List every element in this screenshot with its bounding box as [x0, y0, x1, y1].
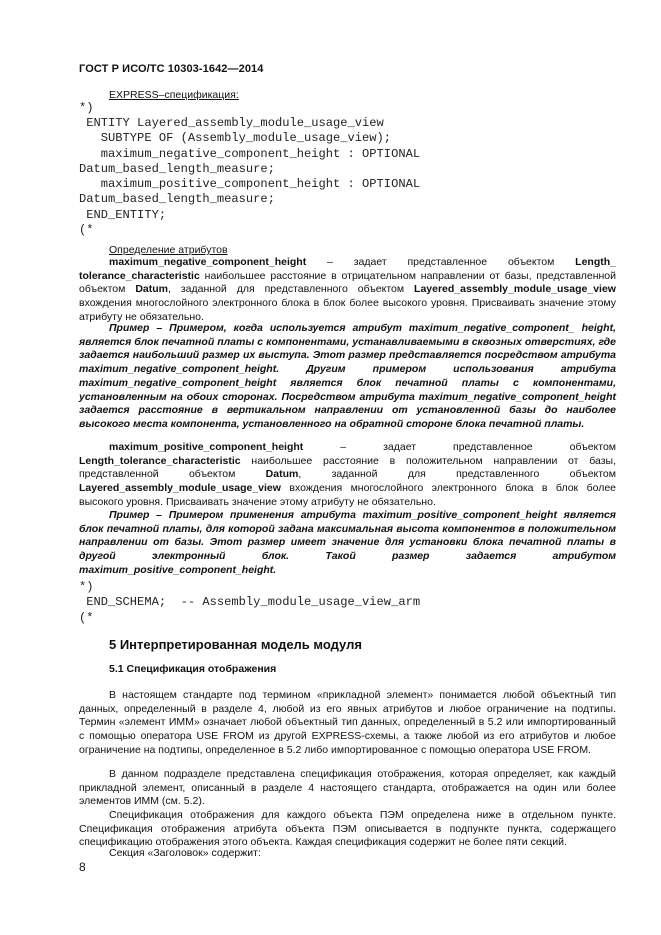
neg-attribute-definition: maximum_negative_component_height – задает представленное объектом Length_ tolerance_characteristic наибольшее расстояние в отрицательном направлении от базы, представленной объектом Datum, заданной для представленного объектом Layered_assembly_module_usage_view вхождения многослойного электронного блока в блок более высокого уровня. Присваивать значение этому атрибуту не обязательно. — [79, 256, 616, 323]
neg-attribute-example: Пример – Примером, когда используется атрибут maximum_negative_component_ height, является блок печатной платы с компонентами, устанавливаемыми в сквозных отверстиях, где задается наибольший размер их выступа. Этот размер представляется посредством атрибута maximum_negative_component_height. Другим примером использования атрибута maximum_negative_component_height является блок печатной платы с компонентами, установленным на обоих сторонах. Посредством атрибута maximum_negative_component_height задается расстояние в вертикальном направлении от установленной базы до наиболее высокого места компонента, установленного на обратной стороне блока печатной платы. — [79, 322, 616, 430]
paragraph: Секция «Заголовок» содержит: — [109, 847, 261, 859]
code-line: Datum_based_length_measure; — [79, 162, 275, 176]
code-line: SUBTYPE OF (Assembly_module_usage_view); — [79, 131, 392, 145]
code-line: (* — [79, 223, 94, 237]
express-label: EXPRESS–спецификация: — [109, 89, 239, 101]
page-number: 8 — [79, 860, 86, 874]
pos-attribute-example: Пример – Примером применения атрибута maximum_positive_component_height является блок печатной платы, для которой задана максимальная высота компонентов в положительном направлении от базы. Этот размер имеет значение для установки блока печатной платы в другой электронный блок. Такой размер задается атрибутом maximum_positive_component_height. — [79, 509, 616, 576]
paragraph: Спецификация отображения для каждого объекта ПЭМ определена ниже в отдельном пункте. Спецификация отображения атрибута объекта ПЭМ описывается в подпункте пункта, содержащего спецификацию отображения этого объекта. Каждая спецификация содержит не более пяти секций. — [79, 809, 616, 849]
code-line: *) — [79, 580, 94, 594]
section-title: 5 Интерпретированная модель модуля — [109, 637, 362, 652]
code-open: *) — [79, 101, 94, 115]
code-line: maximum_positive_component_height : OPTIONAL — [79, 177, 421, 191]
code-line: Datum_based_length_measure; — [79, 192, 275, 206]
document-header: ГОСТ Р ИСО/ТС 10303-1642—2014 — [79, 63, 264, 75]
subsection-title: 5.1 Спецификация отображения — [109, 663, 277, 675]
code-line: ENTITY Layered_assembly_module_usage_view — [79, 116, 384, 130]
code-line: (* — [79, 611, 94, 625]
code-line: END_SCHEMA; -- Assembly_module_usage_view_arm — [79, 595, 421, 609]
attribute-name: maximum_positive_component_height — [109, 441, 304, 453]
attributes-heading: Определение атрибутов — [109, 244, 228, 256]
pos-attribute-definition: maximum_positive_component_height – задает представленное объектом Length_tolerance_characteristic наибольшее расстояние в положительном направлении от базы, представленной объектом Datum, заданной для представленного объектом Layered_assembly_module_usage_view вхождения многослойного электронного блока в блок более высокого уровня. Присваивать значение этому атрибуту не обязательно. — [79, 441, 616, 508]
code-line: END_ENTITY; — [79, 208, 167, 222]
paragraph: В данном подразделе представлена спецификация отображения, которая определяет, как каждый прикладной элемент, описанный в разделе 4 настоящего стандарта, отображается на один или более элементов ИММ (см. 5.2). — [79, 768, 616, 808]
code-line: maximum_negative_component_height : OPTIONAL — [79, 147, 421, 161]
attribute-name: maximum_negative_component_height — [109, 256, 307, 268]
paragraph: В настоящем стандарте под термином «прикладной элемент» понимается любой объектный тип данных, определенный в разделе 4, любой из его явных атрибутов и любое ограничение на подтипы. Термин «элемент ИММ» означает любой объектный тип данных, определенный в 5.2 или импортированный с помощью оператора USE FROM из другой EXPRESS-схемы, а также любой из его атрибутов и любое ограничение на подтипы, определенное в 5.2 либо импортированное с помощью оператора USE FROM. — [79, 689, 616, 756]
